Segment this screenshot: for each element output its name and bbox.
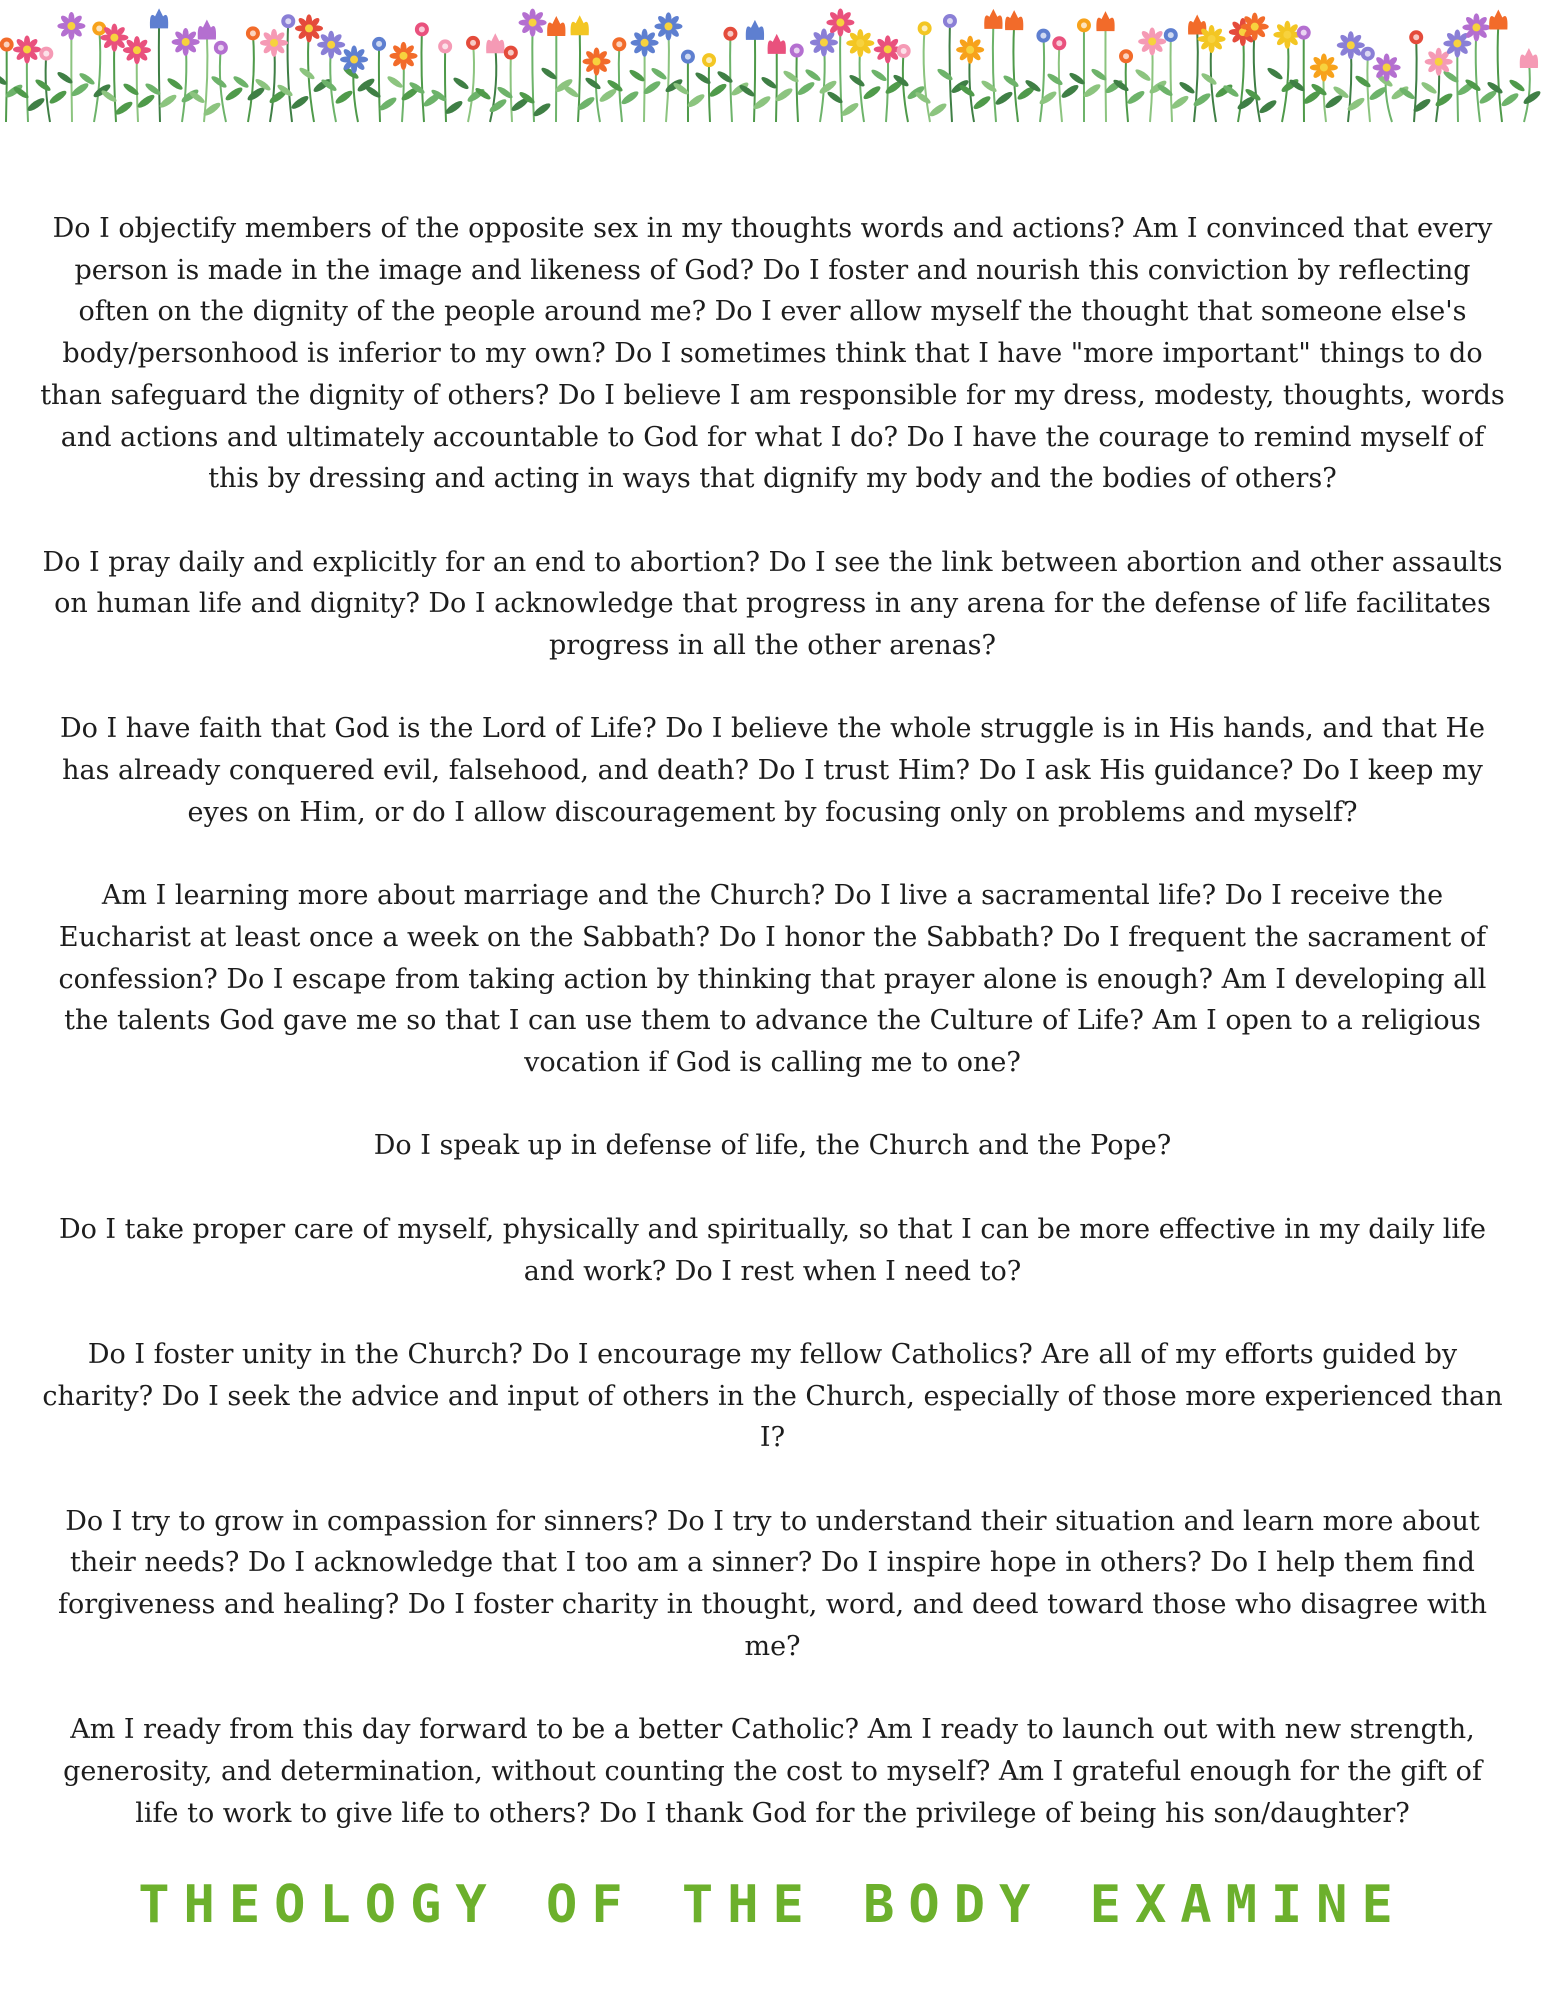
floral-border-icon	[0, 0, 1545, 125]
paragraph-compassion: Do I try to grow in compassion for sinners? Do I try to understand their situation and learn more about their needs? Do I acknowledge that I too am a sinner? Do I inspire hope in others? Do I help them find forgiveness and healing? Do I foster charity in thought, word, and deed toward those who disagree with me?	[57, 1505, 1488, 1662]
paragraph-sacraments: Am I learning more about marriage and the Church? Do I live a sacramental life? Do I receive the Eucharist at least once a week on the Sabbath? Do I honor the Sabbath? Do I frequent the sacrament of confession? Do I escape from taking action by thinking that prayer alone is enough? Am I developing all the talents God gave me so that I can use them to advance the Culture of Life? Am I open to a religious vocation if God is calling me to one?	[58, 880, 1487, 1079]
paragraph-commitment: Am I ready from this day forward to be a better Catholic? Am I ready to launch out with new strength, generosity, and determination, without counting the cost to myself? Am I grateful enough for the gift of life to work to give life to others? Do I thank God for the privilege of being his son/daughter?	[63, 1714, 1482, 1829]
examination-text	[40, 208, 1505, 1876]
paragraph-unity: Do I foster unity in the Church? Do I encourage my fellow Catholics? Are all of my efforts guided by charity? Do I seek the advice and input of others in the Church, especially of those more experienced than I?	[42, 1338, 1503, 1454]
paragraph-dignity: Do I objectify members of the opposite sex in my thoughts words and actions? Am I convinced that every person is made in the image and likeness of God? Do I foster and nourish this conviction by reflecting often on the dignity of the people around me? Do I ever allow myself the thought that someone else's body/personhood is inferior to my own? Do I sometimes think that I have "more important" things to do than safeguard the dignity of others? Do I believe I am responsible for my dress, modesty, thoughts, words and actions and ultimately accountable to God for what I do? Do I have the courage to remind myself of this by dressing and acting in ways that dignify my body and the bodies of others?	[40, 213, 1505, 495]
paragraph-faith: Do I have faith that God is the Lord of Life? Do I believe the whole struggle is in His hands, and that He has already conquered evil, falsehood, and death? Do I trust Him? Do I ask His guidance? Do I keep my eyes on Him, or do I allow discouragement by focusing only on problems and myself?	[59, 713, 1485, 828]
paragraph-abortion: Do I pray daily and explicitly for an end to abortion? Do I see the link between abortion and other assaults on human life and dignity? Do I acknowledge that progress in any arena for the defense of life facilitates progress in all the other arenas?	[42, 546, 1503, 662]
paragraph-speak-up: Do I speak up in defense of life, the Church and the Pope?	[373, 1130, 1172, 1162]
paragraph-self-care: Do I take proper care of myself, physically and spiritually, so that I can be more effective in my daily life and work? Do I rest when I need to?	[58, 1213, 1487, 1287]
page-title: THEOLOGY OF THE BODY EXAMINE	[138, 1875, 1407, 1935]
